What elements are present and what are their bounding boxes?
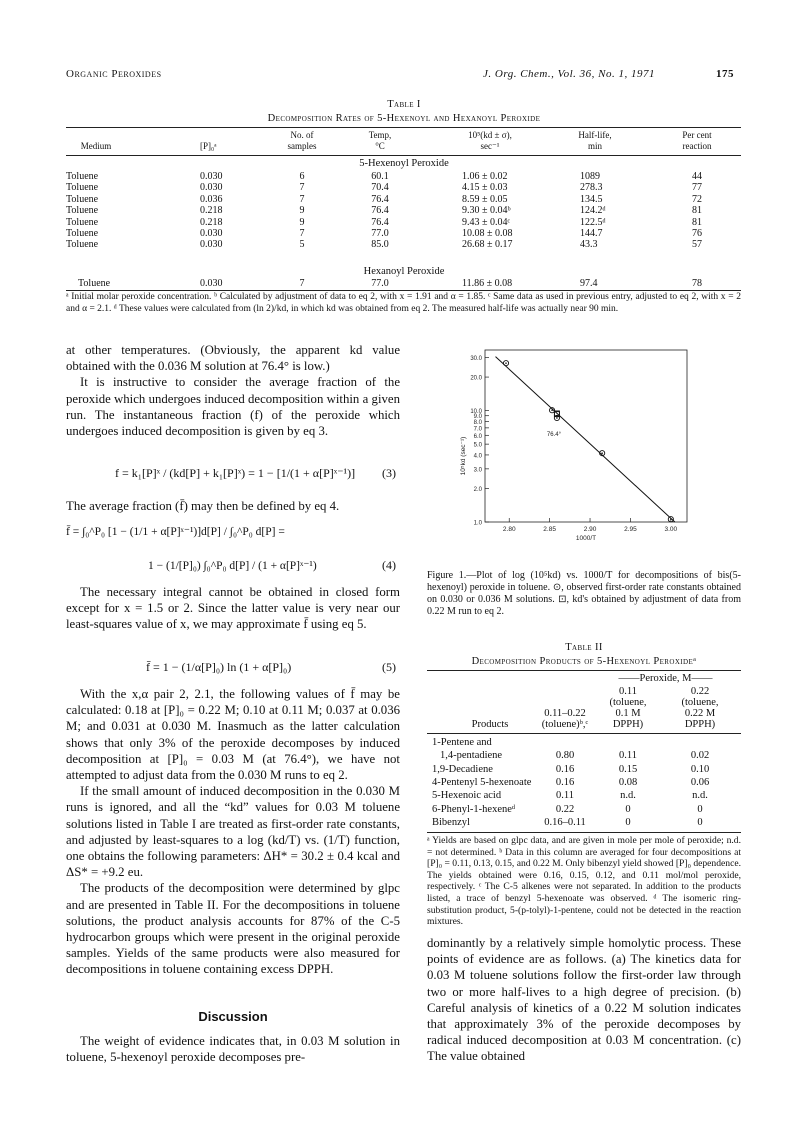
table1-col-header: No. of — [290, 130, 314, 140]
table2-cell: 0.16 — [555, 763, 575, 775]
table1-col-header: min — [587, 141, 602, 151]
table2-col-header: (toluene)ᵇ,ᶜ — [541, 719, 589, 730]
table1-cell: 81 — [692, 216, 702, 228]
table1-cell: 0.030 — [200, 171, 223, 182]
table2-row-label: 6-Phenyl-1-hexeneᵈ — [432, 803, 516, 815]
table2-group-header-text: Peroxide, M — [639, 673, 692, 684]
x-tick-label: 3.00 — [664, 526, 678, 533]
table2-cell: 0.80 — [555, 750, 575, 762]
table1-col-header: Medium — [80, 141, 112, 151]
y-tick-label: 6.0 — [473, 433, 482, 440]
table2-row-label: 4-Pentenyl 5-hexenoate — [432, 776, 532, 788]
equation-3-number: (3) — [382, 466, 396, 480]
data-point-circle-center — [601, 452, 603, 454]
table1-cell: 9 — [299, 205, 305, 217]
table1-header-rule — [66, 155, 741, 156]
left-column-bottom — [66, 686, 400, 978]
table2-cell: n.d. — [620, 790, 636, 802]
table1-cell: 122.5ᵈ — [580, 216, 606, 228]
fit-line — [496, 357, 675, 522]
table1-cell: 144.7 — [580, 228, 603, 239]
equation-3: f = k₁[P]ˣ / (kd[P] + k₁[P]ˣ) = 1 − [1/(1 + α[P]ˣ⁻¹)] — [115, 466, 356, 480]
y-tick-label: 8.0 — [473, 419, 482, 426]
paragraph-text: The weight of evidence indicates that, in 0.03 M solution in toluene, 5-hexenoyl peroxide decomposes pre- — [66, 1034, 400, 1065]
y-tick-label: 2.0 — [473, 486, 482, 493]
table2-row-label: 1,9-Decadiene — [432, 763, 493, 775]
table2-cell: n.d. — [692, 790, 708, 802]
table1-cell: 76 — [692, 228, 702, 239]
table1-cell: 0.218 — [200, 205, 223, 217]
table2-col-header: (toluene, — [681, 697, 719, 708]
page-number: 175 — [716, 68, 734, 80]
y-tick-label: 10.0 — [470, 409, 482, 416]
table2-col-header: (toluene, — [609, 697, 647, 708]
table2-col-header: 0.22 — [690, 686, 710, 697]
table2-cell: 0.10 — [690, 763, 710, 775]
equation-5: f̄ = 1 − (1/α[P]₀) ln (1 + α[P]₀) — [146, 660, 292, 674]
x-tick-label: 2.85 — [543, 526, 556, 533]
table1-col-header: 10⁵(kd ± σ), — [468, 130, 512, 140]
table1-cell: 78 — [692, 278, 702, 289]
table1-cell: 8.59 ± 0.05 — [462, 193, 508, 205]
table1-col-header: °C — [375, 141, 385, 151]
table2-cell: 0.11 — [556, 790, 574, 802]
paragraph: dominantly by a relatively simple homolytic process. These points of evidence are as follows. (a) The kinetics data for 0.03 M toluene solutions follow the first-order law through two or more half-lives to a high degree of precision. (b) Careful analysis of kinetics of a 0.22 M solution indicates that approximately 3% of the peroxide decomposes by radical induced decomposition at 0.03 M concentration. (c) The value obtained — [427, 936, 741, 1064]
table1-cell: 85.0 — [371, 239, 389, 251]
paragraph: The products of the decomposition were determined by glpc and are presented in Table II. For the decompositions in toluene solutions, the product analysis accounts for 87% of the C-5 hydrocarbon groups which were present in the original peroxide samples. Yields of the same products were also measured for decompositions in toluene containing excess DPPH. — [66, 881, 400, 977]
table1-cell: Toluene — [78, 278, 111, 289]
table1-cell: 72 — [692, 193, 702, 205]
table1-cell: 0.218 — [200, 216, 223, 228]
table2-group-header: ——Peroxide, M—— — [618, 673, 713, 684]
table1-cell: 97.4 — [580, 278, 598, 289]
right-column-text — [427, 935, 741, 1065]
table1-cell: 9 — [299, 216, 305, 228]
table1-col-header: Per cent — [682, 130, 712, 140]
table1-title: Decomposition Rates of 5-Hexenoyl and Hexanoyl Peroxide — [267, 113, 541, 124]
table1-cell: 9.43 ± 0.04ᶜ — [462, 216, 511, 228]
table1-cell: 77 — [692, 182, 702, 194]
table1-cell: 6 — [299, 171, 305, 182]
table1-cell: 1.06 ± 0.02 — [462, 171, 508, 182]
table1-cell: Toluene — [66, 205, 99, 217]
table1-cell: 134.5 — [580, 193, 603, 205]
y-tick-label: 5.0 — [473, 442, 482, 449]
table1-cell: 77.0 — [371, 278, 389, 289]
table2-label: Table II — [565, 642, 603, 653]
table1-cell: Toluene — [66, 216, 99, 228]
figure1-caption: Figure 1.—Plot of log (10⁵kd) vs. 1000/T for decompositions of bis(5-hexenoyl) peroxide in toluene. ⊙, observed first-order rate constants obtained on 0.030 or 0.036 M solutions. ⊡, kd's obtained by adjustment of data from 0.22 M run to eq 2. — [427, 570, 741, 617]
table1-cell: 57 — [692, 239, 702, 251]
table2-cell: 0 — [697, 803, 703, 815]
equation-4-number: (4) — [382, 558, 396, 572]
table2-cell: 0.02 — [690, 750, 710, 762]
table1-cell: 4.15 ± 0.03 — [462, 182, 508, 194]
table2-footnote: ᵃ Yields are based on glpc data, and are given in mole per mole of peroxide; n.d. = not determined. ᵇ Data in this column are averaged for four decompositions at [P]₀ = 0.11, 0.13, 0.15, and 0.22 M. Only bibenzyl yield showed [P]₀ dependence. The yields obtained were 0.16, 0.15, 0.12, and 0.11 mol/mol peroxide, respectively. ᶜ The C-5 alkenes were not separated. In addition to the products listed, a trace of benzyl 5-hexenoate was observed. ᵈ The isomeric ring-substitution product, 5-(p-tolyl)-1-pentene, could not be detected in the reaction mixtures. — [427, 835, 741, 928]
paragraph: at other temperatures. (Obviously, the apparent kd value obtained with the 0.036 M solution at 76.4° is low.) — [66, 343, 400, 374]
table1-footnote: ᵃ Initial molar peroxide concentration. ᵇ Calculated by adjustment of data to eq 2, with x = 1.91 and α = 1.85. ᶜ Same data as used in previous entry, adjusted to eq 2, with x = 2 and α = 2.1. ᵈ These values were calculated from (ln 2)/kd, in which kd was obtained from eq 2. The measured half-life was actually near 90 min. — [66, 292, 741, 314]
table1-cell: 81 — [692, 205, 702, 217]
table1-cell: 77.0 — [371, 228, 389, 239]
table1-cell: 76.4 — [371, 216, 389, 228]
table1-cell: 7 — [299, 228, 305, 239]
y-tick-label: 20.0 — [470, 375, 482, 382]
table2-col-header: 0.22 M — [684, 708, 716, 719]
table1-cell: 70.4 — [371, 182, 389, 194]
x-tick-label: 2.80 — [502, 526, 516, 533]
table1-cell: 10.08 ± 0.08 — [462, 228, 513, 239]
table1-cell: Toluene — [66, 239, 99, 251]
table1-cell: Toluene — [66, 171, 99, 182]
table2-cell: 0 — [697, 816, 703, 828]
table2-header-rule — [427, 733, 741, 734]
table1-top-rule — [66, 127, 741, 128]
table2-row-label: 5-Hexenoic acid — [432, 790, 502, 802]
table1-cell: 11.86 ± 0.08 — [462, 278, 513, 289]
table1-cell: 278.3 — [580, 182, 603, 194]
table1-cell: 60.1 — [371, 171, 389, 182]
table1-cell: 7 — [299, 193, 305, 205]
table2-col-header: 0.11–0.22 — [544, 708, 586, 719]
table2-cell: 0.16–0.11 — [544, 816, 586, 828]
table1-cell: 0.036 — [200, 193, 223, 205]
table1-label: Table I — [387, 99, 421, 110]
table1-group2: Hexanoyl Peroxide — [363, 266, 445, 277]
table1-cell: 9.30 ± 0.04ᵇ — [462, 205, 511, 217]
table1-col-header: Half-life, — [578, 130, 612, 140]
data-point-circle-center — [556, 417, 558, 419]
table1-cell: 0.030 — [200, 278, 223, 289]
table1-cell: Toluene — [66, 182, 99, 194]
equation-5-number: (5) — [382, 660, 396, 674]
paragraph-text: The necessary integral cannot be obtained in closed form except for x = 1.5 or 2. Since the latter value is very near our least-squares value of x, we may approximate f̄ using eq 5. — [66, 585, 400, 632]
table1-col-header: [P]₀ᵃ — [200, 141, 217, 151]
table2-col-header: 0.11 — [619, 686, 637, 697]
table1-cell: 1089 — [580, 171, 600, 182]
y-tick-label: 3.0 — [473, 467, 482, 474]
table2-row-label: Bibenzyl — [432, 816, 470, 828]
table2-cell: 0.08 — [618, 776, 638, 788]
table1-col-header: reaction — [682, 141, 712, 151]
table2-cell: 0.11 — [619, 750, 637, 762]
running-header-journal: J. Org. Chem., Vol. 36, No. 1, 1971 — [483, 68, 656, 80]
table2-row-label: 1-Pentene and — [432, 737, 492, 748]
y-tick-label: 9.0 — [473, 414, 482, 421]
table2-col-header: DPPH) — [684, 719, 716, 730]
table2-cell: 0.16 — [555, 776, 575, 788]
table1-cell: 7 — [299, 182, 305, 194]
table2-title: Decomposition Products of 5-Hexenoyl Peroxideᵃ — [471, 656, 697, 667]
table1-cell: 7 — [299, 278, 305, 289]
y-tick-label: 30.0 — [470, 355, 482, 362]
x-axis-label: 1000/T — [575, 535, 597, 542]
y-tick-label: 4.0 — [473, 453, 482, 460]
table1-bottom-rule — [66, 290, 741, 291]
data-point-circle-center — [670, 518, 672, 520]
table2-cell: 0.15 — [618, 763, 638, 775]
table1-cell: 26.68 ± 0.17 — [462, 239, 513, 251]
table2-col-header: DPPH) — [612, 719, 644, 730]
table1-cell: 0.030 — [200, 182, 223, 194]
plot-frame — [485, 350, 687, 522]
equation-4a: f̄ = ∫₀^P₀ [1 − (1/1 + α[P]ˣ⁻¹)]d[P] / ∫₀^P₀ d[P] = — [66, 526, 285, 538]
table1-group1: 5-Hexenoyl Peroxide — [359, 158, 449, 169]
table1-cell: 0.030 — [200, 228, 223, 239]
table2-row-label: 1,4-pentadiene — [440, 750, 503, 762]
table2-cell: 0.22 — [555, 803, 575, 815]
running-header-left: Organic Peroxides — [66, 68, 162, 80]
table1-cell: 44 — [692, 171, 702, 182]
temperature-annotation: 76.4° — [546, 431, 561, 438]
table1-cell: 76.4 — [371, 205, 389, 217]
y-tick-label: 1.0 — [473, 520, 482, 527]
paragraph: If the small amount of induced decomposition in the 0.030 M runs is ignored, and all the “kd” values for 0.03 M toluene solutions listed in Table I are treated as first-order rate constants, and adjusted by least-squares to a log (kd/T) vs. (1/T) function, one obtains the following parameters: ΔH* = 30.2 ± 0.4 kcal and ΔS* = +9.2 eu. — [66, 784, 400, 880]
table2-cell: 0 — [625, 803, 631, 815]
left-column-top — [66, 342, 400, 439]
y-tick-label: 7.0 — [473, 426, 482, 433]
table2-col-header: 0.1 M — [615, 708, 641, 719]
table2-cell: 0 — [625, 816, 631, 828]
paragraph — [66, 1033, 400, 1065]
table2-cell: 0.06 — [690, 776, 710, 788]
table1-cell: 0.030 — [200, 239, 223, 251]
x-tick-label: 2.90 — [583, 526, 597, 533]
table1-col-header: Temp, — [368, 130, 392, 140]
table1-cell: 76.4 — [371, 193, 389, 205]
data-point-circle-center — [551, 409, 553, 411]
table1-cell: 43.3 — [580, 239, 598, 251]
table1-col-header: sec⁻¹ — [480, 141, 500, 151]
table1-col-header: samples — [287, 141, 317, 151]
section-heading-discussion: Discussion — [198, 1009, 268, 1024]
paragraph — [66, 584, 400, 633]
data-point-circle-center — [505, 362, 507, 364]
equation-4b: 1 − (1/[P]₀) ∫₀^P₀ d[P] / (1 + α[P]ˣ⁻¹) — [148, 560, 317, 572]
y-axis-label: 10⁵kd (sec⁻¹) — [460, 436, 467, 476]
figure1-chart — [455, 340, 695, 560]
table1-cell: 124.2ᵈ — [580, 205, 606, 217]
table1-cell: Toluene — [66, 193, 99, 205]
paragraph: It is instructive to consider the average fraction of the peroxide which undergoes induced decomposition within a given run. The instantaneous fraction (f) of the peroxide which undergoes induced decomposition is given by eq 3. — [66, 375, 400, 439]
table1-cell: 5 — [299, 239, 305, 251]
paragraph: The average fraction (f̄) may then be defined by eq 4. — [66, 499, 340, 513]
x-tick-label: 2.95 — [624, 526, 637, 533]
table1-cell: Toluene — [66, 228, 99, 239]
table2-col-header: Products — [471, 719, 509, 730]
table2-bottom-rule — [427, 832, 741, 833]
table2-top-rule — [427, 670, 741, 671]
paragraph: With the x,α pair 2, 2.1, the following values of f̄ may be calculated: 0.18 at [P]₀ = 0.22 M; 0.10 at 0.11 M; 0.037 at 0.036 M; and 0.031 at 0.030 M. Inasmuch as the latter calculation shows that only 3% of the peroxide decomposes by induced decomposition at [P]₀ = 0.03 M (at 76.4°), we have not attempted to adjust data from the 0.030 M runs to eq 2. — [66, 687, 400, 783]
